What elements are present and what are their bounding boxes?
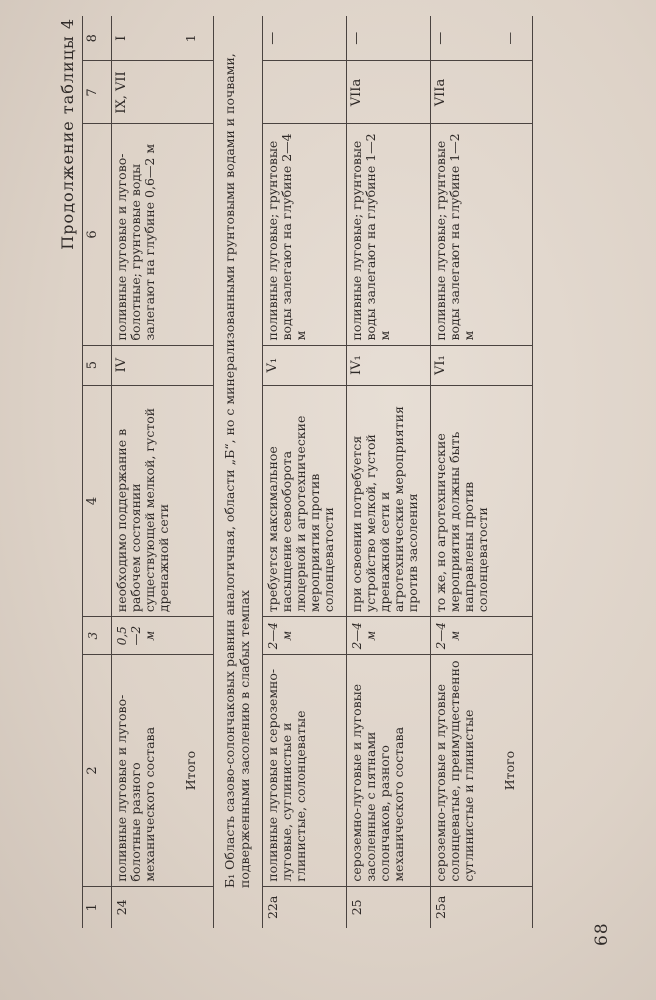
total-label: Итого	[181, 655, 214, 886]
header-col-8: 8	[83, 16, 112, 61]
cell-class: VIIа	[431, 61, 501, 124]
header-col-6: 6	[83, 124, 112, 345]
cell-depth: 2—4 м	[263, 617, 347, 655]
cell-number: 22а	[263, 886, 347, 928]
cell-number: 25	[347, 886, 431, 928]
table-row	[347, 16, 431, 928]
section-heading: Б₁ Область сазово-солончаковых равнин аналогичная, области „Б“, но с минерализованными грунтовыми водами и почвами, подверженными засолению в слабых темпах	[214, 16, 263, 928]
continuation-title: Продолжение таблицы 4	[58, 18, 77, 250]
section-heading-row	[214, 16, 263, 928]
cell-depth: 2—4 м	[431, 617, 501, 655]
cell-group: VI₁	[431, 345, 501, 385]
total-label: Итого	[500, 655, 533, 886]
page-number: 68	[592, 922, 612, 946]
total-row	[500, 16, 533, 928]
cell-count: —	[431, 16, 501, 61]
cell-count: I	[112, 16, 182, 61]
cell-soils: поливные луговые и лугово-болотные разного механического состава	[112, 655, 182, 886]
data-table	[82, 16, 533, 928]
table-row	[112, 16, 182, 928]
cell-depth: 2—4 м	[347, 617, 431, 655]
cell-soils: поливные луговые и сероземно-луговые, суглинистые и глинистые, солонцеватые	[263, 655, 347, 886]
cell-count: —	[263, 16, 347, 61]
table-row	[263, 16, 347, 928]
cell-measures: требуется максимальное насыщение севооборота люцерной и агротехнические мероприятия против солонцеватости	[263, 385, 347, 616]
header-col-7: 7	[83, 61, 112, 124]
cell-result: поливные луговые; грунтовые воды залегают на глубине 1—2 м	[347, 124, 431, 345]
header-col-5: 5	[83, 345, 112, 385]
total-row	[181, 16, 214, 928]
header-col-1: 1	[83, 886, 112, 928]
header-row	[83, 16, 112, 928]
cell-measures: то же, но агротехнические мероприятия должны быть направлены против солонцеватости	[431, 385, 501, 616]
cell-count: —	[347, 16, 431, 61]
cell-measures: необходимо поддержание в рабочем состоянии существующей мелкой, густой дренажной сети	[112, 385, 182, 616]
cell-result: поливные луговые; грунтовые воды залегают на глубине 1—2 м	[431, 124, 501, 345]
header-col-3: 3	[83, 617, 112, 655]
cell-class	[263, 61, 347, 124]
header-col-2: 2	[83, 655, 112, 886]
cell-group: IV₁	[347, 345, 431, 385]
cell-class: VIIа	[347, 61, 431, 124]
cell-group: V₁	[263, 345, 347, 385]
total-value: 1	[181, 16, 214, 61]
cell-group: IV	[112, 345, 182, 385]
total-value: —	[500, 16, 533, 61]
table-row	[431, 16, 501, 928]
cell-result: поливные луговые; грунтовые воды залегают на глубине 2—4 м	[263, 124, 347, 345]
cell-class: IX, VII	[112, 61, 182, 124]
cell-depth: 0,5 —2 м	[112, 617, 182, 655]
cell-number: 24	[114, 899, 129, 916]
cell-soils: сероземно-луговые и луговые солонцеватые, преимущественно суглинистые и глинистые	[431, 655, 501, 886]
cell-result: поливные луговые и лугово-болотные; грунтовые воды залегают на глубине 0,6—2 м	[112, 124, 182, 345]
cell-number: 25а	[433, 895, 448, 920]
header-col-4: 4	[83, 385, 112, 616]
cell-soils: сероземно-луговые и луговые засоленные с пятнами солончаков, разного механического состава	[347, 655, 431, 886]
cell-measures: при освоении потребуется устройство мелкой, густой дренажной сети и агротехнические мероприятия против засоления	[347, 385, 431, 616]
